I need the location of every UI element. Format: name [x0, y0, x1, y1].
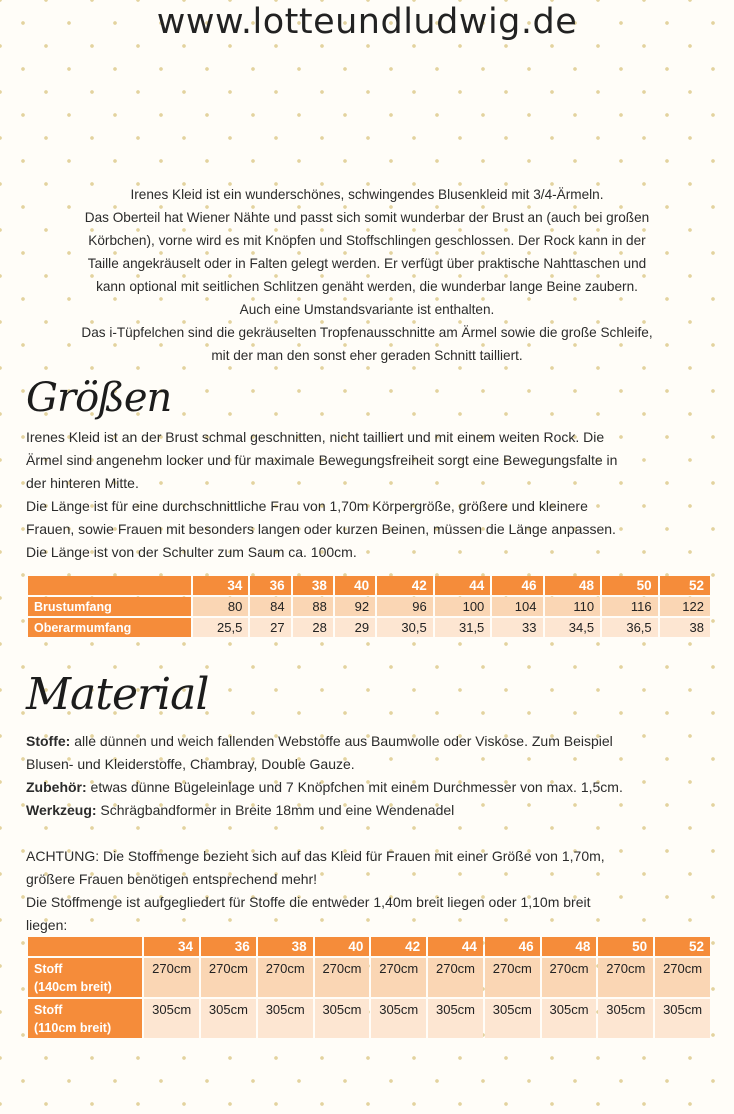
size-header-cell: 44: [428, 937, 483, 956]
stoffe-line-2: Blusen- und Kleiderstoffe, Chambray, Double Gauze.: [26, 756, 355, 772]
size-header-cell: 40: [315, 937, 370, 956]
size-header-cell: 38: [258, 937, 313, 956]
intro-line: Irenes Kleid ist ein wunderschönes, schwingendes Blusenkleid mit 3/4-Ärmeln.: [130, 187, 604, 202]
size-header-cell: 34: [193, 576, 249, 595]
table-cell: 270cm: [485, 958, 540, 997]
size-header-cell: 34: [144, 937, 199, 956]
zubehoer-line: [26, 776, 716, 799]
size-header-cell: 46: [492, 576, 542, 595]
table-cell: 100: [435, 597, 491, 616]
achtung-line: Die Stoffmenge ist aufgegliedert für Stoffe die entweder 1,40m breit liegen oder 1,10m breit: [26, 894, 591, 910]
row-label: [28, 999, 142, 1038]
row-label-line-2: (140cm breit): [34, 979, 112, 994]
table-cell: 305cm: [598, 999, 653, 1038]
table-cell: 305cm: [542, 999, 597, 1038]
table-corner-cell: [28, 937, 142, 956]
table-row: [28, 597, 710, 616]
table-cell: 104: [492, 597, 542, 616]
table-cell: 27: [250, 618, 290, 637]
section-title-material: Material: [26, 669, 209, 720]
table-cell: 270cm: [542, 958, 597, 997]
table-cell: 305cm: [655, 999, 710, 1038]
table-cell: 122: [660, 597, 710, 616]
table-cell: 88: [293, 597, 333, 616]
size-header-cell: 38: [293, 576, 333, 595]
fabric-amount-table: [26, 935, 712, 1040]
table-cell: 270cm: [371, 958, 426, 997]
groessen-line: Ärmel sind angenehm locker und für maximale Bewegungsfreiheit sorgt eine Bewegungsfalte in: [26, 452, 618, 468]
size-header-cell: 46: [485, 937, 540, 956]
table-row: [28, 999, 710, 1038]
intro-line: Taille angekräuselt oder in Falten gelegt werden. Er verfügt über praktische Nahttaschen und: [87, 256, 647, 271]
size-header-cell: 36: [201, 937, 256, 956]
intro-line: mit der man den sonst eher geraden Schnitt tailliert.: [211, 348, 523, 363]
row-label: Oberarmumfang: [28, 618, 191, 637]
table-cell: 305cm: [428, 999, 483, 1038]
zubehoer-label: Zubehör:: [26, 779, 87, 795]
size-header-cell: 44: [435, 576, 491, 595]
intro-line: kann optional mit seitlichen Schlitzen genäht werden, die wunderbar lange Beine zaubern.: [96, 279, 638, 294]
table-cell: 33: [492, 618, 542, 637]
table-cell: 28: [293, 618, 333, 637]
intro-line: Das Oberteil hat Wiener Nähte und passt sich somit wunderbar der Brust an (auch bei großen: [84, 210, 650, 225]
size-header-cell: 36: [250, 576, 290, 595]
size-header-cell: 48: [545, 576, 601, 595]
table-cell: 29: [335, 618, 375, 637]
table-cell: 96: [377, 597, 433, 616]
size-header-cell: 50: [598, 937, 653, 956]
size-header-cell: 52: [660, 576, 710, 595]
table-cell: 270cm: [258, 958, 313, 997]
section-title-groessen: Größen: [26, 375, 172, 421]
stoffe-text: alle dünnen und weich fallenden Webstoffe aus Baumwolle oder Viskose. Zum Beispiel: [70, 733, 613, 749]
table-cell: 305cm: [371, 999, 426, 1038]
table-cell: 305cm: [485, 999, 540, 1038]
table-cell: 305cm: [315, 999, 370, 1038]
row-label-line-1: Stoff: [34, 961, 63, 976]
stoffe-label: Stoffe:: [26, 733, 71, 749]
intro-paragraph: [20, 183, 714, 367]
zubehoer-text: etwas dünne Bügeleinlage und 7 Knöpfchen mit einem Durchmesser von max. 1,5cm.: [86, 779, 623, 795]
table-cell: 270cm: [598, 958, 653, 997]
size-header-cell: 42: [377, 576, 433, 595]
fabric-amount-note: [26, 845, 716, 937]
werkzeug-label: Werkzeug:: [26, 802, 97, 818]
intro-line: Auch eine Umstandsvariante ist enthalten.: [239, 302, 495, 317]
table-cell: 25,5: [193, 618, 249, 637]
groessen-line: Frauen, sowie Frauen mit besonders langen oder kurzen Beinen, müssen die Länge anpassen.: [26, 521, 616, 537]
intro-line: Körbchen), vorne wird es mit Knöpfen und Stoffschlingen geschlossen. Der Rock kann in der: [88, 233, 646, 248]
table-cell: 84: [250, 597, 290, 616]
stoffe-line: [26, 730, 716, 753]
groessen-line: Die Länge ist von der Schulter zum Saum ca. 100cm.: [26, 544, 357, 560]
size-header-cell: 42: [371, 937, 426, 956]
table-cell: 31,5: [435, 618, 491, 637]
table-cell: 305cm: [144, 999, 199, 1038]
size-header-cell: 40: [335, 576, 375, 595]
body-measurements-table: [26, 574, 712, 639]
size-header-cell: 52: [655, 937, 710, 956]
werkzeug-line: [26, 799, 716, 822]
achtung-line: ACHTUNG: Die Stoffmenge bezieht sich auf das Kleid für Frauen mit einer Größe von 1,70m,: [26, 848, 605, 864]
achtung-line: liegen:: [26, 917, 68, 933]
table-cell: 116: [602, 597, 658, 616]
row-label-line-1: Stoff: [34, 1002, 63, 1017]
table-cell: 270cm: [655, 958, 710, 997]
table-header-row: [28, 937, 710, 956]
table-cell: 110: [545, 597, 601, 616]
groessen-line: Irenes Kleid ist an der Brust schmal geschnitten, nicht tailliert und mit einem weiten Rock. Die: [26, 429, 605, 445]
achtung-line: größere Frauen benötigen entsprechend mehr!: [26, 871, 318, 887]
table-header-row: [28, 576, 710, 595]
table-cell: 270cm: [315, 958, 370, 997]
table-cell: 34,5: [545, 618, 601, 637]
table-cell: 92: [335, 597, 375, 616]
werkzeug-text: Schrägbandformer in Breite 18mm und eine Wendenadel: [96, 802, 455, 818]
size-header-cell: 50: [602, 576, 658, 595]
table-row: [28, 618, 710, 637]
size-header-cell: 48: [542, 937, 597, 956]
table-cell: 305cm: [258, 999, 313, 1038]
row-label-line-2: (110cm breit): [34, 1020, 112, 1035]
groessen-line: der hinteren Mitte.: [26, 475, 139, 491]
table-cell: 30,5: [377, 618, 433, 637]
row-label: [28, 958, 142, 997]
table-cell: 305cm: [201, 999, 256, 1038]
row-label: Brustumfang: [28, 597, 191, 616]
table-cell: 270cm: [201, 958, 256, 997]
material-list: [26, 730, 716, 822]
site-url-header: www.lotteundludwig.de: [156, 2, 578, 42]
table-cell: 38: [660, 618, 710, 637]
table-cell: 270cm: [144, 958, 199, 997]
table-cell: 80: [193, 597, 249, 616]
table-cell: 36,5: [602, 618, 658, 637]
intro-line: Das i-Tüpfelchen sind die gekräuselten Tropfenausschnitte am Ärmel sowie die große Schleife,: [81, 325, 653, 340]
table-corner-cell: [28, 576, 191, 595]
groessen-description: [26, 426, 716, 564]
groessen-line: Die Länge ist für eine durchschnittliche Frau von 1,70m Körpergröße, größere und kleinere: [26, 498, 588, 514]
table-cell: 270cm: [428, 958, 483, 997]
table-row: [28, 958, 710, 997]
